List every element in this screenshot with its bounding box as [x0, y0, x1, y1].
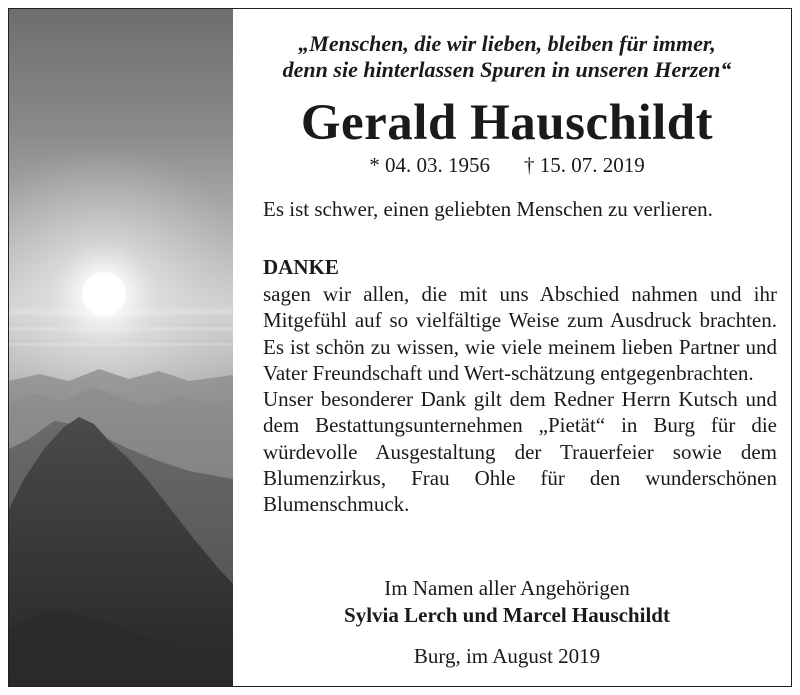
obituary-notice — [8, 8, 792, 687]
thanks-section — [263, 253, 777, 518]
life-dates — [233, 153, 781, 177]
thanks-paragraph-2: Unser besonderer Dank gilt dem Redner Herrn Kutsch und dem Bestattungsunternehmen „Pietät“ in Burg für die würdevolle Ausgestaltung der Trauerfeier sowie dem Blumenzirkus, Frau Ohle für den wunderschönen Blumenschmuck. — [263, 387, 777, 517]
signature-block — [233, 575, 781, 629]
place-and-date: Burg, im August 2019 — [413, 644, 601, 668]
deceased-name: Gerald Hauschildt — [300, 95, 714, 151]
signature-names: Sylvia Lerch und Marcel Hauschildt — [344, 603, 670, 627]
signature-intro: Im Namen aller Angehörigen — [384, 576, 630, 600]
sunrise-mountain-illustration — [9, 9, 233, 686]
birth-date: * 04. 03. 1956 — [369, 153, 490, 177]
sunrise-mountain-image — [9, 9, 233, 686]
quote-line-1: „Menschen, die wir lieben, bleiben für immer, — [298, 31, 716, 56]
lead-sentence: Es ist schwer, einen geliebten Menschen zu verlieren. — [263, 197, 713, 221]
thanks-paragraph-1: sagen wir allen, die mit uns Abschied nahmen und ihr Mitgefühl auf so vielfältige Weise zum Ausdruck brachten. Es ist schön zu wissen, wie viele meinem lieben Partner und Vater Freundschaft und Wert-schätzung entgegenbrachten. — [263, 282, 777, 385]
memorial-quote — [233, 31, 781, 83]
thanks-heading: DANKE — [263, 255, 339, 279]
death-date: † 15. 07. 2019 — [524, 153, 645, 177]
quote-line-2: denn sie hinterlassen Spuren in unseren Herzen“ — [282, 57, 732, 82]
notice-text-column — [233, 9, 791, 686]
